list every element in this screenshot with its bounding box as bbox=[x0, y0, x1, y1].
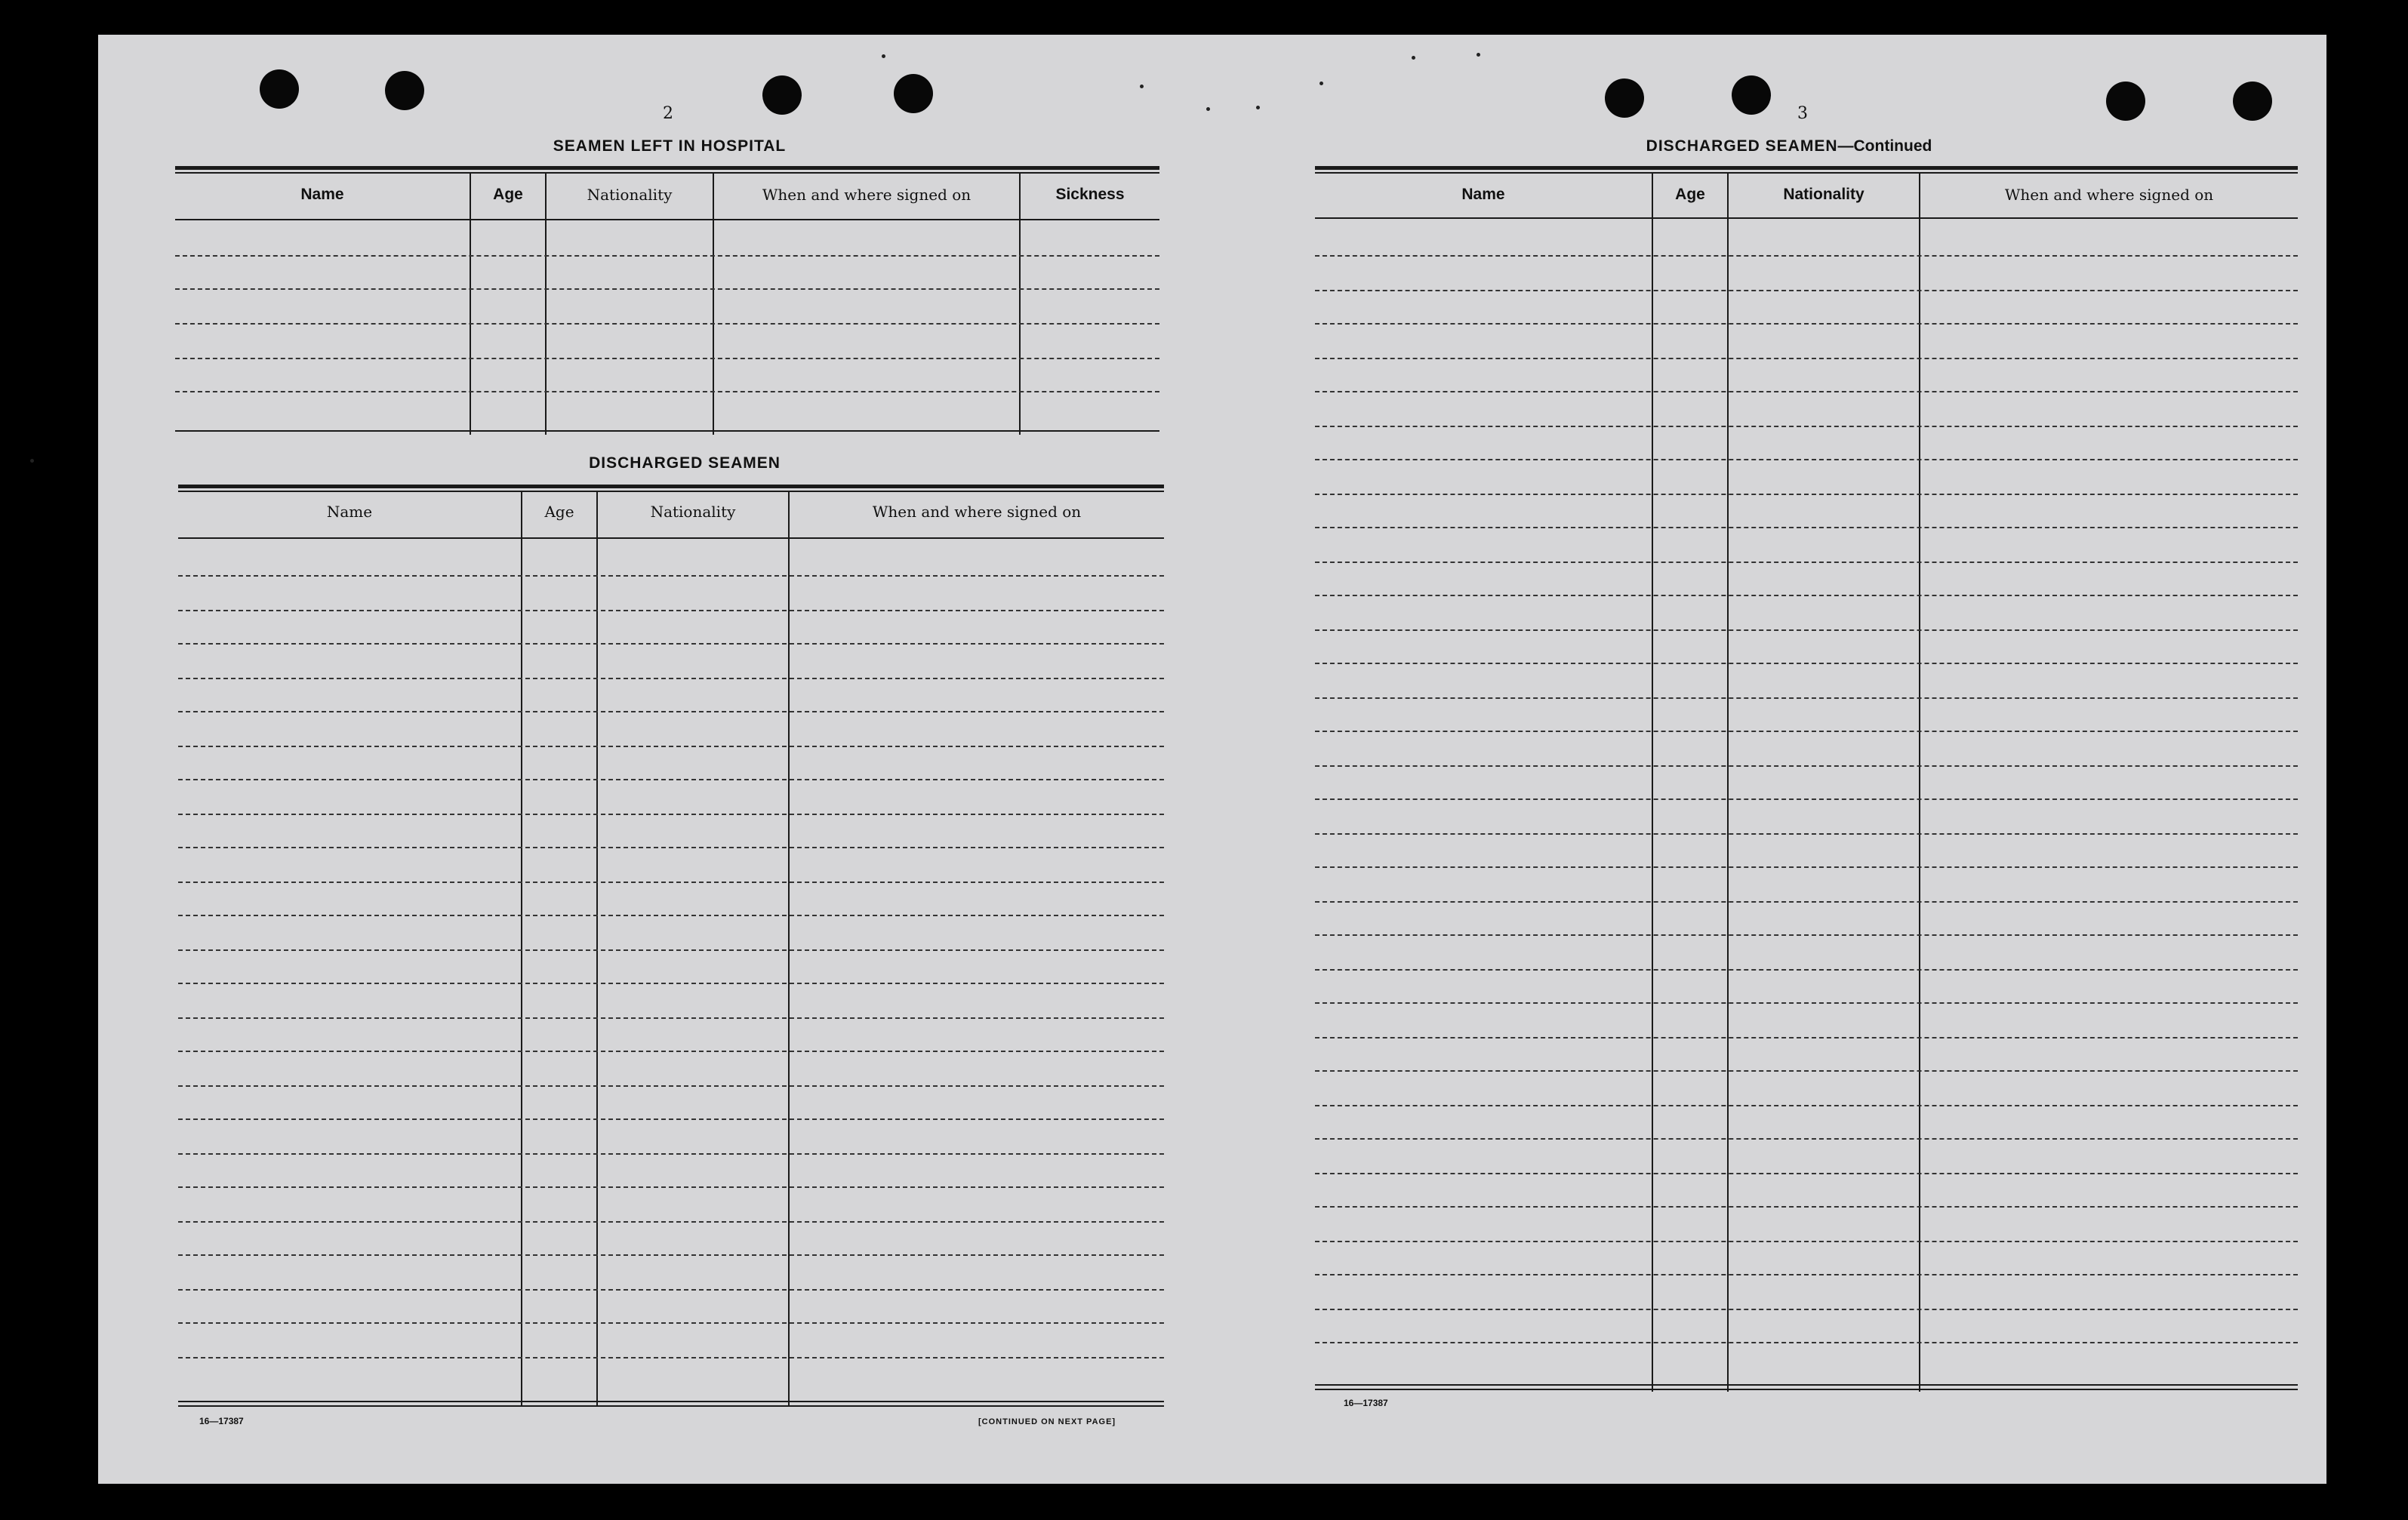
table-row bbox=[1315, 1138, 2298, 1140]
table-row bbox=[1315, 1173, 2298, 1174]
column-header-nationality: Nationality bbox=[1783, 186, 1865, 203]
column-header-sickness: Sickness bbox=[1055, 186, 1125, 203]
table-row bbox=[175, 323, 1159, 325]
section-title-discharged: DISCHARGED SEAMEN bbox=[589, 454, 781, 472]
discharged-table-continued bbox=[1315, 166, 2298, 1392]
table-row bbox=[1315, 459, 2298, 460]
punch-hole bbox=[894, 74, 933, 113]
table-row bbox=[1315, 765, 2298, 767]
table-row bbox=[1315, 697, 2298, 699]
punch-hole bbox=[2106, 82, 2145, 121]
table-row bbox=[178, 779, 1164, 780]
speck bbox=[1256, 106, 1260, 109]
speck bbox=[1477, 53, 1480, 57]
column-header-age: Age bbox=[544, 503, 574, 521]
header-rule bbox=[178, 537, 1164, 539]
form-number: 16—17387 bbox=[199, 1416, 244, 1426]
section-title-text: DISCHARGED SEAMEN bbox=[1646, 137, 1838, 155]
table-row bbox=[178, 711, 1164, 712]
table-row bbox=[1315, 527, 2298, 528]
column-divider bbox=[1919, 174, 1920, 1392]
table-row bbox=[178, 746, 1164, 747]
table-row bbox=[178, 1186, 1164, 1188]
table-row bbox=[1315, 426, 2298, 427]
section-title-hospital: SEAMEN LEFT IN HOSPITAL bbox=[553, 137, 787, 155]
table-row bbox=[1315, 595, 2298, 596]
speck bbox=[30, 459, 34, 463]
discharged-table bbox=[178, 485, 1164, 1407]
form-number: 16—17387 bbox=[1344, 1398, 1388, 1408]
header-rule bbox=[1315, 217, 2298, 219]
column-divider bbox=[470, 174, 471, 435]
table-row bbox=[178, 575, 1164, 577]
table-row bbox=[175, 288, 1159, 290]
table-row bbox=[178, 1322, 1164, 1324]
table-rule bbox=[1315, 1389, 2298, 1390]
column-divider bbox=[1727, 174, 1729, 1392]
table-rule bbox=[1315, 166, 2298, 170]
table-row bbox=[178, 1221, 1164, 1223]
table-row bbox=[178, 678, 1164, 679]
column-header-name: Name bbox=[300, 186, 344, 203]
table-row bbox=[178, 814, 1164, 815]
table-row bbox=[178, 915, 1164, 916]
table-row bbox=[1315, 1241, 2298, 1242]
table-row bbox=[1315, 901, 2298, 903]
hospital-table bbox=[175, 166, 1159, 435]
table-row bbox=[175, 391, 1159, 392]
table-row bbox=[1315, 1002, 2298, 1004]
table-row bbox=[1315, 934, 2298, 936]
speck bbox=[1412, 56, 1415, 60]
speck bbox=[1206, 107, 1210, 111]
table-row bbox=[1315, 358, 2298, 359]
punch-hole bbox=[2233, 82, 2272, 121]
table-row bbox=[178, 1357, 1164, 1358]
table-row bbox=[178, 1254, 1164, 1256]
continued-note: [CONTINUED ON NEXT PAGE] bbox=[978, 1417, 1116, 1426]
table-row bbox=[1315, 798, 2298, 800]
punch-hole bbox=[260, 69, 299, 109]
table-row bbox=[1315, 1037, 2298, 1038]
speck bbox=[1140, 85, 1144, 88]
table-row bbox=[1315, 494, 2298, 495]
table-rule bbox=[178, 1405, 1164, 1407]
column-header-nationality: Nationality bbox=[650, 503, 736, 521]
column-divider bbox=[1019, 174, 1021, 435]
table-row bbox=[178, 610, 1164, 611]
column-divider bbox=[545, 174, 547, 435]
page-number: 2 bbox=[663, 104, 673, 123]
punch-hole bbox=[1732, 75, 1771, 115]
punch-hole bbox=[385, 71, 424, 110]
column-header-when-where: When and where signed on bbox=[872, 503, 1082, 521]
table-row bbox=[178, 1085, 1164, 1087]
table-row bbox=[1315, 562, 2298, 563]
table-row bbox=[178, 983, 1164, 984]
table-row bbox=[1315, 255, 2298, 257]
table-row bbox=[1315, 290, 2298, 291]
table-row bbox=[175, 358, 1159, 359]
speck bbox=[1319, 82, 1323, 85]
table-row bbox=[178, 949, 1164, 951]
table-row bbox=[178, 847, 1164, 848]
table-row bbox=[1315, 663, 2298, 664]
table-row bbox=[1315, 1309, 2298, 1310]
table-rule bbox=[178, 1401, 1164, 1402]
table-row bbox=[1315, 1070, 2298, 1072]
table-rule bbox=[1315, 1384, 2298, 1386]
table-rule bbox=[175, 172, 1159, 174]
table-row bbox=[1315, 969, 2298, 971]
section-title-discharged-continued bbox=[1563, 137, 2015, 155]
column-header-age: Age bbox=[1675, 186, 1705, 203]
column-header-name: Name bbox=[1461, 186, 1505, 203]
column-header-age: Age bbox=[493, 186, 523, 203]
speck bbox=[882, 54, 885, 58]
table-row bbox=[1315, 731, 2298, 732]
table-row bbox=[178, 1153, 1164, 1155]
page-number: 3 bbox=[1797, 104, 1808, 123]
column-header-nationality: Nationality bbox=[587, 186, 673, 204]
table-row bbox=[1315, 1274, 2298, 1275]
header-rule bbox=[175, 219, 1159, 220]
column-header-name: Name bbox=[326, 503, 373, 521]
table-row bbox=[178, 1118, 1164, 1120]
table-row bbox=[1315, 1342, 2298, 1343]
table-row bbox=[1315, 323, 2298, 325]
table-row bbox=[175, 255, 1159, 257]
table-row bbox=[178, 1051, 1164, 1052]
table-rule bbox=[175, 166, 1159, 170]
table-row bbox=[1315, 629, 2298, 631]
column-divider bbox=[713, 174, 714, 435]
table-row bbox=[1315, 833, 2298, 835]
section-title-suffix: —Continued bbox=[1837, 137, 1932, 155]
table-row bbox=[178, 1017, 1164, 1019]
punch-hole bbox=[1605, 78, 1644, 118]
table-row bbox=[1315, 391, 2298, 392]
table-row bbox=[1315, 1206, 2298, 1208]
table-rule bbox=[178, 491, 1164, 492]
table-rule bbox=[1315, 172, 2298, 174]
table-row bbox=[1315, 1105, 2298, 1106]
table-rule bbox=[178, 485, 1164, 488]
table-rule bbox=[175, 430, 1159, 432]
column-divider bbox=[1652, 174, 1653, 1392]
table-row bbox=[178, 1289, 1164, 1291]
punch-hole bbox=[762, 75, 802, 115]
column-header-when-where: When and where signed on bbox=[2004, 186, 2214, 204]
column-header-when-where: When and where signed on bbox=[762, 186, 972, 204]
table-row bbox=[1315, 866, 2298, 868]
table-row bbox=[178, 643, 1164, 645]
table-row bbox=[178, 882, 1164, 883]
